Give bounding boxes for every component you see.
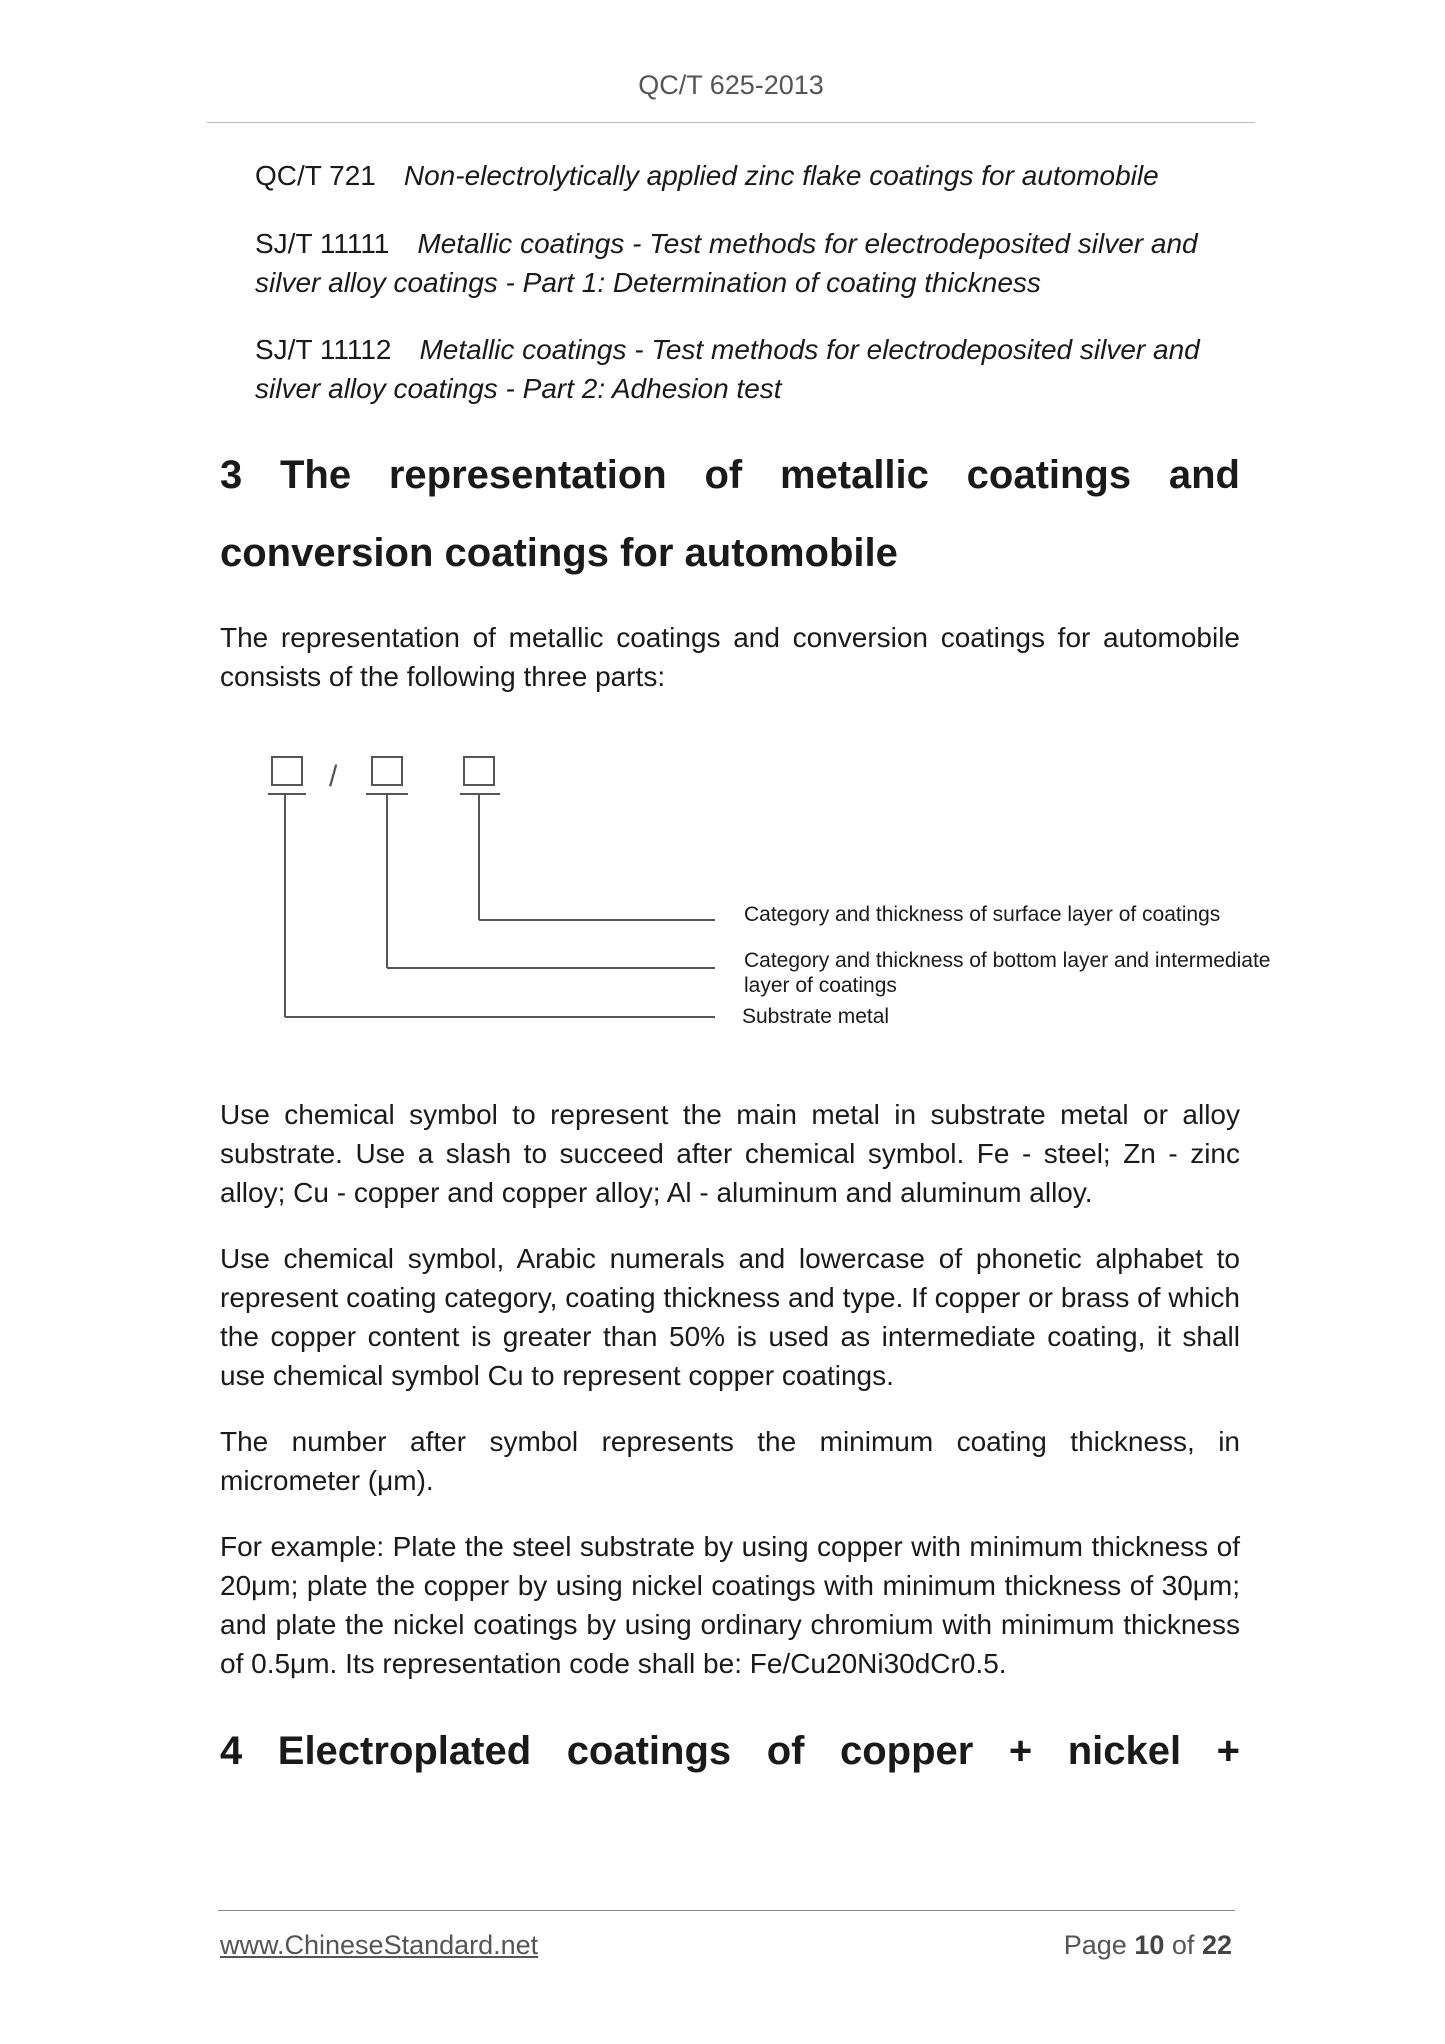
paragraph: For example: Plate the steel substrate by using copper with minimum thickness of 20μm; plate the copper by using nickel coatings with minimum thickness of 30μm; and plate the nickel coatings by using ordinary chromium with minimum thickness of 0.5μm. Its representation code shall be: Fe/Cu20Ni30dCr0.5.	[220, 1531, 1240, 1679]
heading-word: Electroplated	[277, 1729, 532, 1773]
page-indicator	[1000, 1930, 1232, 1961]
section-number: 3	[220, 453, 243, 497]
page-of: of	[1171, 1930, 1195, 1960]
paragraph: Use chemical symbol to represent the main metal in substrate metal or alloy substrate. Use a slash to succeed after chemical symbol. Fe - steel; Zn - zinc alloy; Cu - copper and copper alloy; Al - aluminum and aluminum alloy.	[220, 1099, 1240, 1208]
header-divider	[207, 122, 1255, 123]
page-current: 10	[1134, 1930, 1165, 1960]
reference-title: Non-electrolytically applied zinc flake coatings for automobile	[403, 160, 1159, 191]
bottom-layer-label: Category and thickness of bottom layer and intermediate layer of coatings	[744, 949, 1271, 997]
substrate-label: Substrate metal	[742, 1005, 890, 1028]
section-3-heading	[220, 436, 1240, 592]
heading-word: The	[279, 453, 352, 497]
section-3-heading-line2: conversion coatings for automobile	[220, 531, 898, 575]
footer-divider	[218, 1910, 1235, 1911]
reference-title: Metallic coatings - Test methods for electrodeposited silver and silver alloy coatings - Part 2: Adhesion test	[255, 334, 1200, 404]
section-4-heading-line1	[220, 1712, 1240, 1790]
heading-word: coatings	[966, 453, 1132, 497]
section-3-intro: The representation of metallic coatings and conversion coatings for automobile consists of the following three parts:	[220, 622, 1240, 692]
substrate-box	[272, 757, 302, 785]
section-3-heading-line1	[220, 436, 1240, 514]
section-number: 4	[220, 1729, 243, 1773]
heading-word: coatings	[566, 1729, 732, 1773]
heading-word: of	[766, 1729, 805, 1773]
page-prefix: Page	[1063, 1930, 1127, 1960]
heading-word: nickel	[1067, 1729, 1182, 1773]
reference-item	[255, 224, 1245, 302]
heading-word: copper	[839, 1729, 974, 1773]
bottom-layer-box	[372, 757, 402, 785]
heading-word: of	[704, 453, 743, 497]
heading-word: representation	[388, 453, 667, 497]
reference-code: QC/T 721	[255, 160, 376, 191]
heading-word: +	[1216, 1729, 1240, 1773]
heading-word: and	[1168, 453, 1240, 497]
heading-word: +	[1008, 1729, 1033, 1773]
slash-symbol: /	[329, 760, 338, 793]
website-link[interactable]: www.ChineseStandard.net	[220, 1930, 539, 1960]
surface-layer-box	[464, 757, 494, 785]
section-4-heading	[220, 1712, 1240, 1790]
heading-word: metallic	[779, 453, 929, 497]
reference-code: SJ/T 11111	[255, 228, 390, 259]
reference-item	[255, 330, 1245, 408]
running-header: QC/T 625-2013	[638, 70, 824, 100]
reference-item	[255, 156, 1245, 195]
paragraph: Use chemical symbol, Arabic numerals and lowercase of phonetic alphabet to represent coating category, coating thickness and type. If copper or brass of which the copper content is greater than 50% is used as intermediate coating, it shall use chemical symbol Cu to represent copper coatings.	[220, 1243, 1240, 1391]
paragraph: The number after symbol represents the minimum coating thickness, in micrometer (μm).	[220, 1426, 1240, 1496]
reference-code: SJ/T 11112	[255, 334, 392, 365]
page-total: 22	[1201, 1930, 1232, 1960]
reference-title: Metallic coatings - Test methods for electrodeposited silver and silver alloy coatings - Part 1: Determination of coating thickness	[255, 228, 1198, 298]
surface-layer-label: Category and thickness of surface layer of coatings	[744, 903, 1221, 926]
